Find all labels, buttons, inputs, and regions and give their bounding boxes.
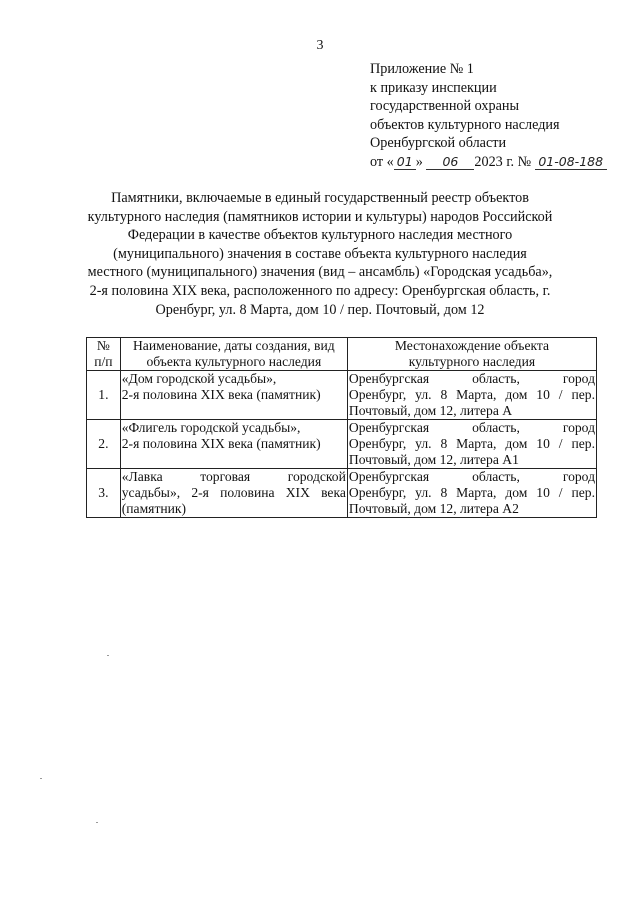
object-name-line: 2-я половина XIX века (памятник)	[121, 386, 321, 402]
heritage-objects-table	[86, 337, 597, 518]
appendix-block	[370, 60, 607, 171]
order-day-handwritten: 01	[394, 154, 416, 170]
object-location	[347, 469, 596, 518]
appendix-line: к приказу инспекции	[370, 79, 497, 96]
object-location-line: Оренбургская область, город	[348, 420, 595, 435]
table-row	[87, 469, 597, 518]
header-location	[347, 338, 596, 371]
table-row	[87, 371, 597, 420]
order-year: 2023 г. №	[474, 153, 535, 170]
object-location-line: Почтовый, дом 12, литера А1	[348, 451, 519, 467]
row-number: 3.	[87, 469, 121, 518]
appendix-line: государственной охраны	[370, 98, 520, 114]
header-name-line: Наименование, даты создания, вид	[132, 338, 335, 354]
order-date-number	[370, 153, 607, 172]
appendix-line: объектов культурного наследия	[370, 116, 560, 133]
order-month-handwritten: 06	[426, 154, 474, 170]
header-location-line: культурного наследия	[408, 354, 536, 369]
object-location	[347, 371, 596, 420]
heading-line: 2-я половина XIX века, расположенного по адресу: Оренбургская область, г.	[89, 282, 551, 299]
header-name-line: объекта культурного наследия	[146, 354, 322, 369]
appendix-line: Оренбургской области	[370, 135, 507, 151]
header-location-line: Местонахождение объекта	[394, 338, 550, 354]
object-name	[120, 371, 347, 420]
table-row	[87, 420, 597, 469]
object-name	[120, 420, 347, 469]
header-number	[87, 338, 121, 371]
object-name-line: «Лавка торговая городской	[121, 469, 346, 484]
object-location-line: Почтовый, дом 12, литера А	[348, 402, 513, 418]
order-number-handwritten: 01-08-188	[535, 154, 607, 170]
heading-line: местного (муниципального) значения (вид – ансамбль) «Городская усадьба»,	[87, 264, 553, 281]
object-name-line: усадьбы», 2-я половина XIX века	[121, 484, 346, 500]
object-location-line: Оренбургская область, город	[348, 371, 595, 386]
order-sep: »	[415, 153, 427, 170]
object-location-line: Почтовый, дом 12, литера А2	[348, 500, 519, 516]
object-location-line: Оренбург, ул. 8 Марта, дом 10 / пер.	[348, 484, 595, 500]
scan-speck	[96, 822, 98, 823]
page-number: 3	[316, 38, 324, 53]
object-location-line: Оренбург, ул. 8 Марта, дом 10 / пер.	[348, 386, 595, 402]
document-heading	[84, 189, 556, 319]
heading-line: (муниципального) значения в составе объекта культурного наследия	[113, 245, 527, 262]
header-name	[120, 338, 347, 371]
table-header-row	[87, 338, 597, 371]
appendix-title: Приложение № 1	[370, 61, 474, 77]
object-location	[347, 420, 596, 469]
heading-line: Федерации в качестве объектов культурного наследия местного	[127, 227, 513, 244]
object-name-line: «Флигель городской усадьбы»,	[121, 420, 301, 435]
heading-line: культурного наследия (памятников истории и культуры) народов Российской	[87, 208, 553, 225]
row-number: 2.	[87, 420, 121, 469]
object-name	[120, 469, 347, 518]
object-location-line: Оренбургская область, город	[348, 469, 595, 484]
header-number-line: п/п	[94, 354, 113, 369]
header-number-line: №	[96, 338, 110, 354]
object-name-line: (памятник)	[121, 500, 187, 516]
scan-speck	[40, 778, 42, 779]
heading-line: Оренбург, ул. 8 Марта, дом 10 / пер. Почтовый, дом 12	[155, 301, 485, 318]
order-prefix: от «	[370, 153, 394, 170]
heading-line: Памятники, включаемые в единый государственный реестр объектов	[111, 190, 529, 206]
scan-speck	[107, 655, 109, 656]
row-number: 1.	[87, 371, 121, 420]
object-name-line: «Дом городской усадьбы»,	[121, 371, 277, 386]
object-name-line: 2-я половина XIX века (памятник)	[121, 435, 321, 451]
object-location-line: Оренбург, ул. 8 Марта, дом 10 / пер.	[348, 435, 595, 451]
